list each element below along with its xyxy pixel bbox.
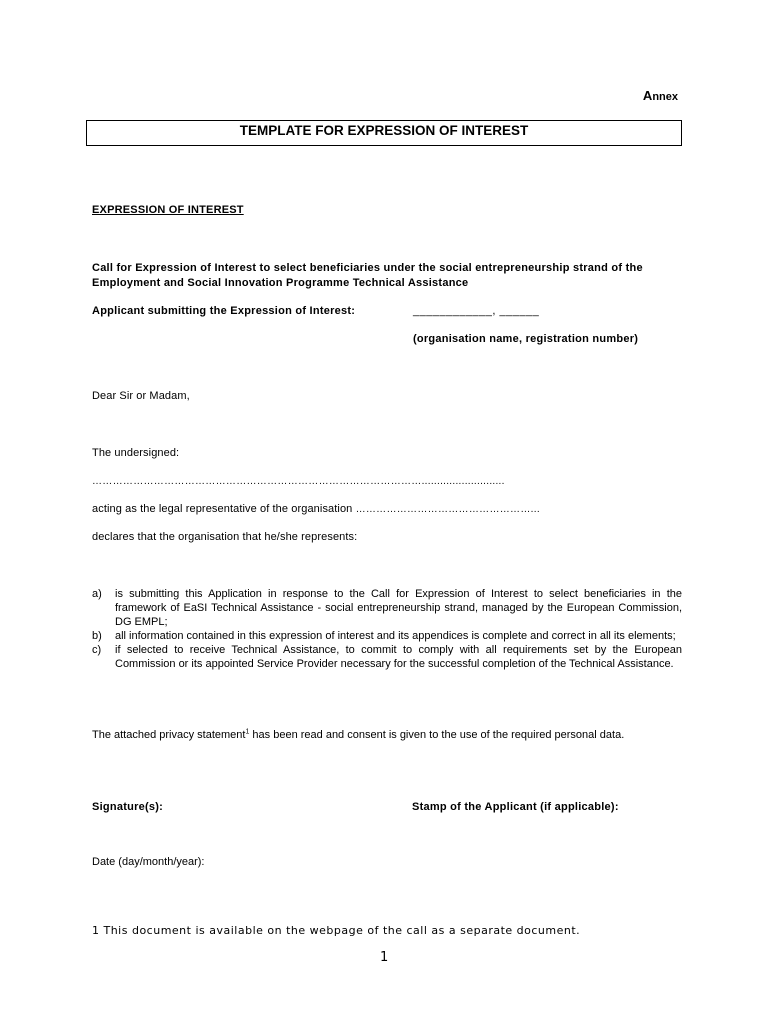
annex-label: [643, 88, 678, 103]
undersigned-dotted-line: ……………………………………………………………………………………...........................: [92, 476, 505, 487]
list-marker: c): [92, 644, 102, 656]
call-description: Call for Expression of Interest to select beneficiaries under the social entrepreneurship strand of the Employment and Social Innovation Programme Technical Assistance: [92, 262, 643, 289]
declaration-list: [92, 587, 682, 671]
list-item-text: is submitting this Application in response to the Call for Expression of Interest to select beneficiaries in the framework of EaSI Technical Assistance - social entrepreneurship strand, managed by the European Commission, DG EMPL;: [115, 588, 682, 628]
annex-initial: A: [642, 88, 653, 103]
privacy-statement: [92, 727, 682, 743]
acting-dotted-line: ……………………………………………...: [355, 504, 540, 515]
list-item-text: all information contained in this expression of interest and its appendices is complete and correct in all its elements;: [115, 630, 676, 642]
footnote-reference: 1: [245, 728, 250, 736]
applicant-label: Applicant submitting the Expression of Interest:: [92, 305, 356, 317]
list-item: [92, 587, 682, 629]
footnote: 1 This document is available on the webpage of the call as a separate document.: [92, 924, 581, 937]
applicant-note: (organisation name, registration number): [413, 333, 639, 345]
applicant-blank-field: ____________, ______: [413, 305, 540, 317]
signature-label: Signature(s):: [92, 801, 164, 813]
page-number: 1: [380, 950, 389, 965]
list-item: [92, 629, 682, 643]
section-heading: EXPRESSION OF INTEREST: [92, 204, 244, 216]
undersigned-label: The undersigned:: [92, 447, 180, 459]
list-marker: b): [92, 630, 102, 642]
salutation: Dear Sir or Madam,: [92, 390, 190, 402]
privacy-text-before: The attached privacy statement: [92, 729, 246, 741]
list-marker: a): [92, 588, 102, 600]
acting-label: acting as the legal representative of the organisation: [92, 503, 353, 515]
acting-line: [92, 503, 540, 515]
stamp-label: Stamp of the Applicant (if applicable):: [412, 801, 619, 813]
list-item-text: if selected to receive Technical Assistance, to commit to comply with all requirements set by the European Commission or its appointed Service Provider necessary for the successful completion of the Technical Assistance.: [115, 644, 682, 670]
declares-text: declares that the organisation that he/she represents:: [92, 531, 358, 543]
list-item: [92, 643, 682, 671]
document-title: TEMPLATE FOR EXPRESSION OF INTEREST: [86, 120, 682, 146]
privacy-text-after: has been read and consent is given to the use of the required personal data.: [249, 729, 625, 741]
annex-rest: nnex: [652, 91, 678, 103]
date-label: Date (day/month/year):: [92, 856, 205, 868]
